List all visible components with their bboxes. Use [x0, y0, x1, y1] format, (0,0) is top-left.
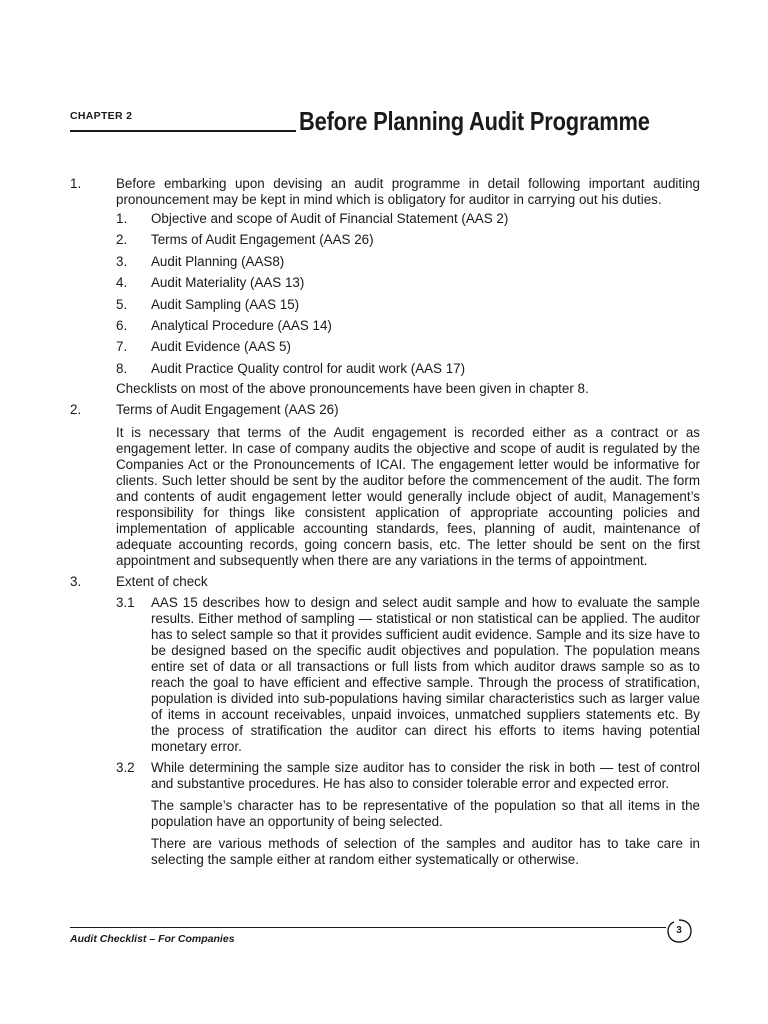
section-paragraph: There are various methods of selection of the samples and auditor has to take care in selecting the sample either at random either systematically or otherwise.	[151, 836, 700, 868]
item-text: Before embarking upon devising an audit programme in detail following important auditing pronouncement may be kept in mind which is obligatory for auditor in carrying out his duties.	[116, 176, 700, 207]
sub-text: Analytical Procedure (AAS 14)	[151, 317, 332, 333]
sub-text: Audit Planning (AAS8)	[151, 253, 285, 269]
sub-number: 4.	[116, 275, 128, 291]
section-text: AAS 15 describes how to design and select audit sample and how to evaluate the sample results. Either method of sampling — statistical or non statistical can be applied. The auditor has to select sample so that it provides sufficient audit evidence. Sample and its size have to be designed based on the specific audit objectives and population. The population means entire set of data or all transactions or full lists from which auditor draws sample so as to reach the goal to have efficient and effective sample. Through the process of stratification, population is divided into sub-populations having similar characteristics such as larger value of items in account receivables, unpaid invoices, unmatched suppliers statements etc. By the process of stratification the auditor can direct his efforts to items having potential monetary error.	[151, 595, 700, 755]
item-number: 1.	[70, 176, 82, 191]
footer-title: Audit Checklist – For Companies	[70, 933, 235, 945]
section-paragraph: The sample’s character has to be representative of the population so that all items in the population have an opportunity of being selected.	[151, 798, 700, 830]
pronouncement-item	[116, 297, 700, 313]
section-3-1	[116, 595, 700, 755]
sub-text: Terms of Audit Engagement (AAS 26)	[151, 232, 374, 248]
page-title: Before Planning Audit Programme	[299, 106, 650, 136]
pronouncement-item	[116, 232, 700, 248]
document-body	[70, 176, 700, 868]
sub-number: 6.	[116, 317, 128, 333]
sub-text: Audit Sampling (AAS 15)	[151, 296, 300, 312]
section-number: 3.1	[116, 595, 135, 611]
pronouncement-list	[116, 211, 700, 377]
list-item-1	[70, 176, 700, 397]
section-text: While determining the sample size auditor has to consider the risk in both — test of control and substantive procedures. He has also to consider tolerable error and expected error.	[151, 760, 700, 792]
pronouncement-item	[116, 318, 700, 334]
item-number: 3.	[70, 574, 82, 590]
sub-number: 8.	[116, 360, 128, 376]
item-text: It is necessary that terms of the Audit engagement is recorded either as a contract or as engagement letter. In case of company audits the objective and scope of audit is regulated by the Companies Act or the Pronouncements of ICAI. The engagement letter would be informative for clients. Such letter should be sent by the auditor before the commencement of the audit. The form and contents of audit engagement letter would generally include object of audit, Management’s responsibility for things like consistent application of appropriate accounting policies and implementation of applicable accounting standards, fees, planning of audit, maintenance of adequate accounting records, going concern basis, etc. The letter should be sent on the first appointment and subsequently when there are any variations in the terms of appointment.	[116, 425, 700, 569]
sub-number: 5.	[116, 296, 128, 312]
sub-text: Audit Practice Quality control for audit work (AAS 17)	[151, 360, 466, 376]
pronouncement-item	[116, 211, 700, 227]
sub-number: 2.	[116, 232, 128, 248]
list-item-2	[70, 402, 700, 569]
pronouncement-item	[116, 254, 700, 270]
list-item-3	[70, 574, 700, 868]
sub-number: 1.	[116, 211, 128, 226]
page-number-badge	[665, 918, 693, 944]
sub-number: 7.	[116, 339, 128, 355]
chapter-rule	[70, 130, 296, 132]
page-number: 3	[676, 925, 682, 936]
sub-number: 3.	[116, 253, 128, 269]
section-number: 3.2	[116, 760, 135, 776]
sub-text: Objective and scope of Audit of Financial Statement (AAS 2)	[151, 211, 509, 226]
pronouncement-item	[116, 275, 700, 291]
pronouncement-item	[116, 339, 700, 355]
sub-text: Audit Materiality (AAS 13)	[151, 275, 305, 291]
item-heading: Extent of check	[116, 574, 208, 590]
item-note: Checklists on most of the above pronouncements have been given in chapter 8.	[116, 381, 589, 397]
chapter-label: CHAPTER 2	[70, 110, 133, 122]
section-3-2	[116, 760, 700, 868]
item-heading: Terms of Audit Engagement (AAS 26)	[116, 402, 339, 418]
pronouncement-item	[116, 361, 700, 377]
sub-text: Audit Evidence (AAS 5)	[151, 339, 291, 355]
footer-rule	[70, 927, 666, 928]
item-number: 2.	[70, 402, 82, 418]
